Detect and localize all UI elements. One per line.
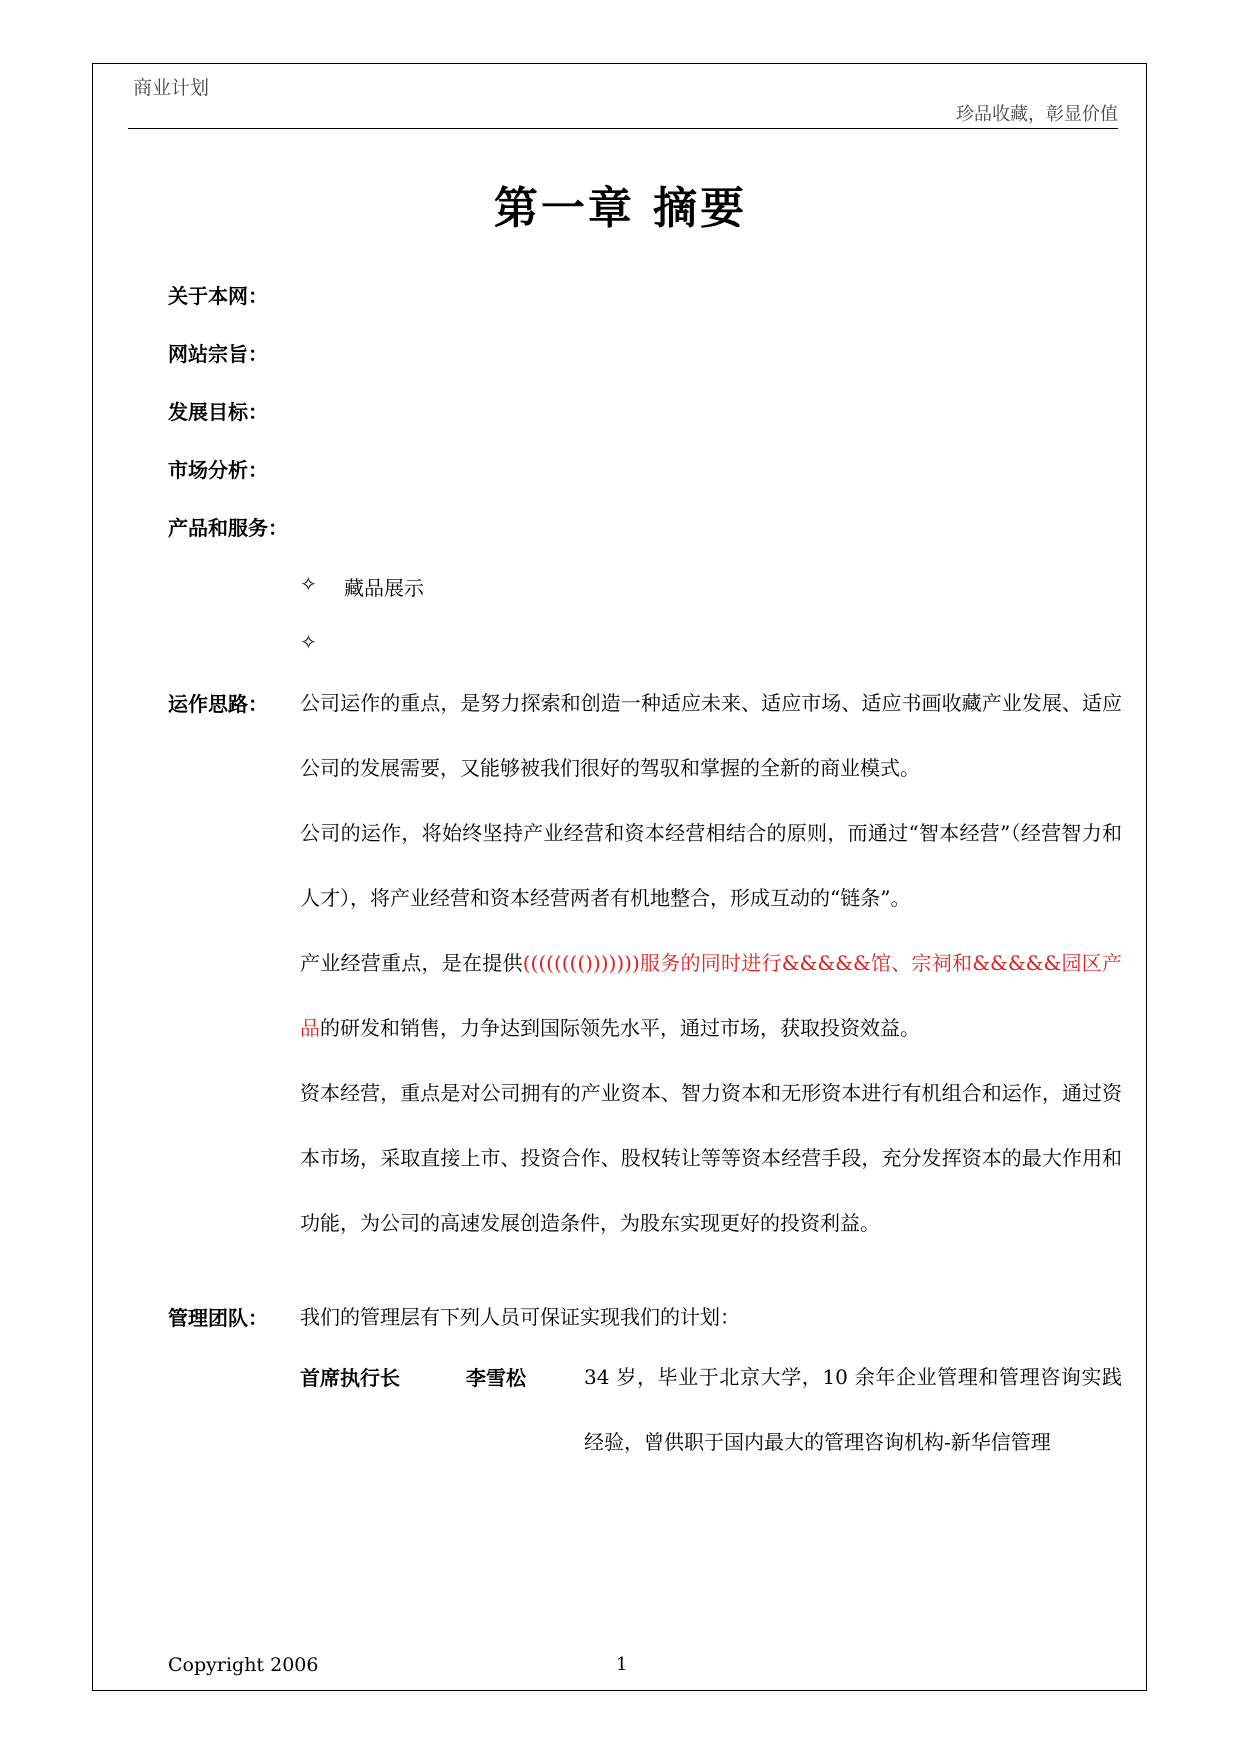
label-about: 关于本网：: [168, 284, 268, 308]
operations-paragraph-3: [300, 931, 1122, 1061]
highlighted-text: (((((((()))))))服务的同时进行&&&&&馆、宗祠和&&&&&园区产品: [300, 951, 1123, 1040]
operations-paragraph-1: 公司运作的重点，是努力探索和创造一种适应未来、适应市场、适应书画收藏产业发展、适应公司的发展需要，又能够被我们很好的驾驭和掌握的全新的商业模式。: [300, 691, 1122, 780]
header-left: 商业计划: [133, 77, 210, 99]
label-market: 市场分析：: [168, 458, 268, 482]
label-goals: 发展目标：: [168, 400, 268, 424]
bullet-icon: ✧: [300, 572, 317, 596]
header-rule: [128, 128, 1118, 129]
team-member-desc: 34 岁，毕业于北京大学，10 余年企业管理和管理咨询实践经验，曾供职于国内最大的管理咨询机构-新华信管理: [584, 1365, 1122, 1454]
label-team: 管理团队：: [168, 1306, 268, 1330]
chapter-title: 第一章 摘要: [493, 183, 748, 234]
team-member-role: 首席执行长: [300, 1366, 400, 1390]
page-number: 1: [616, 1654, 628, 1675]
paragraph-text: 产业经营重点，是在提供: [300, 951, 523, 975]
team-intro: 我们的管理层有下列人员可保证实现我们的计划：: [300, 1305, 740, 1329]
team-member-name: 李雪松: [466, 1366, 526, 1390]
bullet-icon: ✧: [300, 630, 317, 654]
footer-copyright: Copyright 2006: [168, 1654, 319, 1676]
product-item: 藏品展示: [344, 576, 424, 600]
operations-paragraph-2: 公司的运作，将始终坚持产业经营和资本经营相结合的原则，而通过“智本经营”（经营智力和人才），将产业经营和资本经营两者有机地整合，形成互动的“链条”。: [300, 821, 1122, 910]
label-products: 产品和服务：: [168, 516, 288, 540]
paragraph-text: 的研发和销售，力争达到国际领先水平，通过市场，获取投资效益。: [320, 1016, 920, 1040]
header-right: 珍品收藏，彰显价值: [956, 104, 1118, 125]
operations-paragraph-4: 资本经营，重点是对公司拥有的产业资本、智力资本和无形资本进行有机组合和运作，通过资本市场，采取直接上市、投资合作、股权转让等等资本经营手段，充分发挥资本的最大作用和功能，为公司的高速发展创造条件，为股东实现更好的投资利益。: [300, 1081, 1122, 1235]
label-mission: 网站宗旨：: [168, 342, 268, 366]
label-operations: 运作思路：: [168, 692, 268, 716]
